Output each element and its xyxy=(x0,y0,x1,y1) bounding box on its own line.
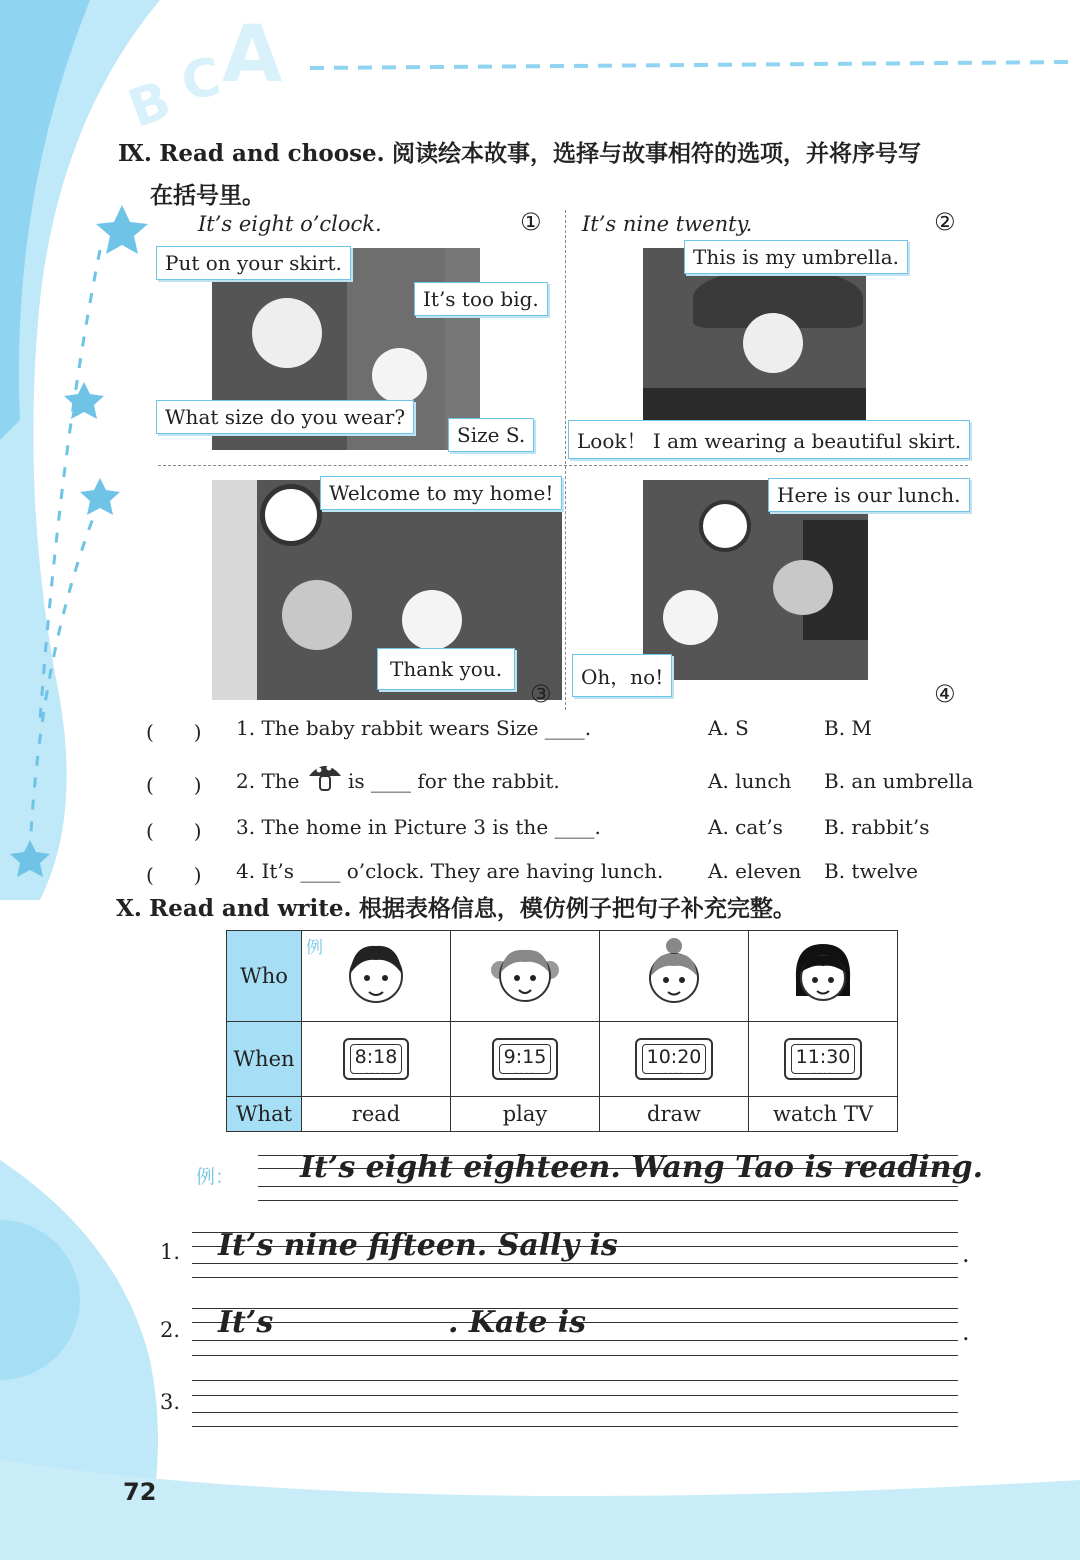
panel1-caption: It’s eight o’clock. xyxy=(198,212,382,236)
panel4-cat xyxy=(773,560,833,615)
writing-line-1-text[interactable]: It’s nine fifteen. Sally is xyxy=(218,1228,618,1263)
panel4-number: ④ xyxy=(934,680,956,708)
panel3-cat xyxy=(282,580,352,650)
header-letter-b: B xyxy=(120,70,179,140)
panel2-ground xyxy=(643,388,866,420)
question-4-answer-paren[interactable]: ( ) xyxy=(146,863,202,887)
header-letter-a: A xyxy=(222,10,283,100)
example-label: 例： xyxy=(196,1166,235,1188)
boy-avatar-icon xyxy=(341,936,411,1012)
what-cell-1: read xyxy=(302,1097,451,1132)
vertical-divider xyxy=(565,210,566,710)
question-3-stem: 3. The home in Picture 3 is the ____. xyxy=(236,815,601,839)
writing-line-2-bottom xyxy=(192,1355,958,1356)
row-label-what: What xyxy=(227,1097,302,1132)
section9-instruction-1: 阅读绘本故事，选择与故事相符的选项，并将序号写 xyxy=(391,141,921,167)
what-cell-2: play xyxy=(451,1097,600,1132)
digital-clock-icon: 11:30 .... xyxy=(784,1038,863,1080)
digital-clock-icon: 9:15 .... xyxy=(492,1038,559,1080)
writing-line-3-base[interactable] xyxy=(192,1412,958,1413)
writing-line-1-base xyxy=(192,1263,958,1264)
clock-time-3: 10:20 xyxy=(646,1046,702,1068)
question-4-option-a: A. eleven xyxy=(708,859,802,883)
question-3-option-a: A. cat’s xyxy=(708,815,783,839)
writing-line-1-period: . xyxy=(962,1240,970,1268)
when-cell-3 xyxy=(600,1022,749,1097)
when-cell-4 xyxy=(749,1022,898,1097)
panel3-number: ③ xyxy=(530,680,552,708)
question-2-stem-after: is ____ for the rabbit. xyxy=(348,769,560,793)
writing-line-3-top xyxy=(192,1380,958,1381)
writing-line-2-number: 2. xyxy=(160,1318,181,1342)
table-row-when xyxy=(227,1022,898,1097)
question-1-answer-paren[interactable]: ( ) xyxy=(146,720,202,744)
question-4-stem: 4. It’s ____ o’clock. They are having lunch. xyxy=(236,859,664,883)
writing-line-2-base xyxy=(192,1340,958,1341)
clock-time-1: 8:18 xyxy=(354,1046,398,1068)
digital-clock-icon: 8:18 .... xyxy=(343,1038,410,1080)
question-1-option-b: B. M xyxy=(824,716,872,740)
section10-number: X. xyxy=(116,895,142,922)
who-cell-1 xyxy=(302,931,451,1022)
writing-line-3-mid xyxy=(192,1395,958,1396)
what-cell-4: watch TV xyxy=(749,1097,898,1132)
question-3-answer-paren[interactable]: ( ) xyxy=(146,819,202,843)
question-2-answer-paren[interactable]: ( ) xyxy=(146,773,202,797)
panel4-clock-icon xyxy=(699,500,751,552)
info-table xyxy=(226,930,898,1132)
writing-line-1-number: 1. xyxy=(160,1240,181,1264)
panel1-bubble-4: Size S. xyxy=(448,418,534,452)
section9-instruction-2: 在括号里。 xyxy=(150,183,265,209)
writing-line-2-text-a[interactable]: It’s xyxy=(218,1305,274,1340)
digital-clock-icon: 10:20 .... xyxy=(635,1038,714,1080)
question-4-option-b: B. twelve xyxy=(824,859,918,883)
section9-number: Ⅸ. xyxy=(118,140,152,167)
panel4-rabbit xyxy=(663,590,718,645)
horizontal-divider xyxy=(158,465,968,466)
girl-pigtails-avatar-icon xyxy=(490,936,560,1012)
section10-instruction: 根据表格信息，模仿例子把句子补充完整。 xyxy=(358,896,796,922)
page-number: 72 xyxy=(123,1478,157,1506)
section9-title xyxy=(118,135,921,168)
writing-line-2-text-b[interactable]: . Kate is xyxy=(448,1305,587,1340)
who-cell-3 xyxy=(600,931,749,1022)
what-cell-3: draw xyxy=(600,1097,749,1132)
writing-line-3-number: 3. xyxy=(160,1390,181,1414)
question-2-option-a: A. lunch xyxy=(708,769,792,793)
panel3-rabbit xyxy=(402,590,462,650)
panel2-number: ② xyxy=(934,208,956,236)
panel1-rabbit-mother xyxy=(252,298,322,368)
panel1-bubble-1: Put on your skirt. xyxy=(156,246,351,280)
panel2-bubble-1: This is my umbrella. xyxy=(684,240,908,274)
question-3-option-b: B. rabbit’s xyxy=(824,815,930,839)
panel1-bubble-3: What size do you wear? xyxy=(156,400,414,434)
panel3-curtain xyxy=(212,480,257,700)
panel3-bubble-2: Thank you. xyxy=(377,648,515,690)
example-sentence: It’s eight eighteen. Wang Tao is reading. xyxy=(300,1150,984,1185)
question-2-stem-before: 2. The xyxy=(236,769,300,793)
table-row-what xyxy=(227,1097,898,1132)
panel2-bubble-2: Look！ I am wearing a beautiful skirt. xyxy=(568,420,970,459)
section10-heading: Read and write. xyxy=(149,895,352,922)
panel2-caption: It’s nine twenty. xyxy=(582,212,753,236)
question-2-option-b: B. an umbrella xyxy=(824,769,974,793)
writing-line-1-bottom xyxy=(192,1277,958,1278)
when-cell-1 xyxy=(302,1022,451,1097)
who-cell-2 xyxy=(451,931,600,1022)
clock-time-4: 11:30 xyxy=(795,1046,851,1068)
row-label-when: When xyxy=(227,1022,302,1097)
writing-line-3-bottom xyxy=(192,1426,958,1427)
panel2-rabbit xyxy=(743,313,803,373)
example-line-bottom xyxy=(258,1200,958,1201)
girl-bob-avatar-icon xyxy=(788,936,858,1012)
panel1-rabbit-baby xyxy=(372,348,427,403)
panel4-bubble-2: Oh，no! xyxy=(572,654,672,697)
section9-heading: Read and choose. xyxy=(159,140,385,167)
row-label-who: Who xyxy=(227,931,302,1022)
example-line-base xyxy=(258,1186,958,1187)
panel4-bubble-1: Here is our lunch. xyxy=(768,478,970,512)
header-letter-c: C xyxy=(177,47,226,113)
question-1-option-a: A. S xyxy=(708,716,749,740)
girl-bun-avatar-icon xyxy=(639,936,709,1012)
mushroom-icon xyxy=(307,760,343,794)
example-mark: 例 xyxy=(306,938,323,958)
table-row-who xyxy=(227,931,898,1022)
question-1-stem: 1. The baby rabbit wears Size ____. xyxy=(236,716,592,740)
panel3-bubble-1: Welcome to my home! xyxy=(320,476,562,510)
panel1-number: ① xyxy=(520,208,542,236)
writing-line-2-period: . xyxy=(962,1318,970,1346)
who-cell-4 xyxy=(749,931,898,1022)
clock-time-2: 9:15 xyxy=(503,1046,547,1068)
panel1-bubble-2: It’s too big. xyxy=(414,282,548,316)
when-cell-2 xyxy=(451,1022,600,1097)
section10-title xyxy=(116,890,796,923)
panel3-clock-icon xyxy=(260,484,322,546)
